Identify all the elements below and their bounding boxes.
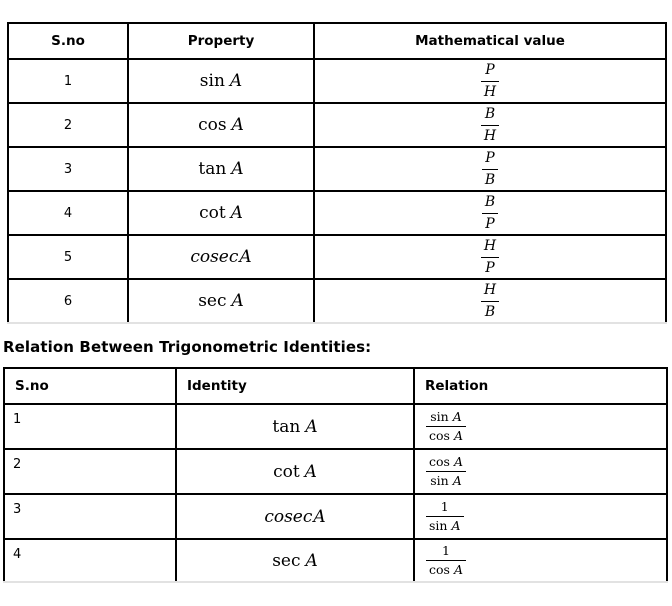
identity-cell xyxy=(176,539,414,582)
fraction-denominator: H xyxy=(483,127,497,144)
trig-function-name: cos xyxy=(429,562,450,577)
trig-function-name: cos xyxy=(429,428,450,443)
trig-function-name: tan xyxy=(272,416,301,437)
fraction xyxy=(426,409,466,445)
angle-variable: A xyxy=(230,203,243,223)
angle-variable: A xyxy=(239,247,252,267)
property-cell xyxy=(128,191,314,235)
sno-cell: 6 xyxy=(8,279,128,323)
fraction xyxy=(481,105,499,144)
properties-table-header-row xyxy=(8,23,666,59)
column-header-sno: S.no xyxy=(4,368,176,404)
sno-cell: 1 xyxy=(8,59,128,103)
fraction xyxy=(426,499,464,535)
sno-cell: 2 xyxy=(8,103,128,147)
sno-cell: 1 xyxy=(4,404,176,449)
table-row xyxy=(8,147,666,191)
angle-variable: A xyxy=(305,550,318,571)
angle-variable: A xyxy=(305,416,318,437)
column-header-sno: S.no xyxy=(8,23,128,59)
fraction-denominator xyxy=(426,561,466,578)
property-cell xyxy=(128,147,314,191)
identities-table-header-row xyxy=(4,368,667,404)
column-header-mathematical-value: Mathematical value xyxy=(314,23,666,59)
angle-variable: A xyxy=(313,506,326,527)
table-row xyxy=(8,191,666,235)
fraction xyxy=(481,237,499,276)
fraction-numerator: P xyxy=(481,61,499,81)
math-value-cell xyxy=(314,103,666,147)
identity-cell xyxy=(176,404,414,449)
identity-cell xyxy=(176,449,414,494)
properties-table xyxy=(7,22,667,324)
numerator-one: 1 xyxy=(442,542,450,558)
math-value-cell xyxy=(314,279,666,323)
angle-variable: A xyxy=(453,453,463,469)
trig-function-name: cot xyxy=(273,461,300,482)
math-value-cell xyxy=(314,235,666,279)
property-cell xyxy=(128,235,314,279)
column-header-relation: Relation xyxy=(414,368,667,404)
math-value-cell xyxy=(314,147,666,191)
fraction-numerator: P xyxy=(482,149,498,169)
property-cell xyxy=(128,279,314,323)
fraction-numerator: H xyxy=(481,237,499,257)
angle-variable: A xyxy=(453,562,463,577)
math-value-cell xyxy=(314,191,666,235)
angle-variable: A xyxy=(304,461,317,482)
property-cell xyxy=(128,103,314,147)
property-cell xyxy=(128,59,314,103)
trig-function-name: sin xyxy=(199,71,225,91)
fraction-numerator: B xyxy=(482,193,498,213)
trig-function-name: cosec xyxy=(190,247,239,267)
sno-cell: 3 xyxy=(4,494,176,539)
angle-variable: A xyxy=(451,518,461,533)
table-row xyxy=(8,235,666,279)
numerator-one: 1 xyxy=(440,498,449,514)
angle-variable: A xyxy=(231,291,244,311)
sno-cell: 4 xyxy=(8,191,128,235)
angle-variable: A xyxy=(231,115,244,135)
fraction-denominator: B xyxy=(484,171,496,188)
fraction-numerator: B xyxy=(481,105,499,125)
fraction-numerator xyxy=(426,543,466,561)
column-header-property: Property xyxy=(128,23,314,59)
fraction-numerator xyxy=(426,454,466,472)
fraction-numerator xyxy=(426,409,466,427)
sno-cell: 4 xyxy=(4,539,176,582)
fraction-denominator: P xyxy=(485,259,495,276)
angle-variable: A xyxy=(229,71,243,91)
angle-variable: A xyxy=(452,473,462,488)
table-row xyxy=(8,103,666,147)
trig-function-name: sec xyxy=(198,291,227,311)
relation-cell xyxy=(414,449,667,494)
fraction xyxy=(426,543,466,579)
fraction-denominator xyxy=(426,517,464,534)
table-row xyxy=(4,539,667,582)
trig-function-name: cos xyxy=(198,115,227,135)
table-row xyxy=(8,59,666,103)
relation-cell xyxy=(414,404,667,449)
angle-variable: A xyxy=(452,408,462,424)
trig-function-name: cosec xyxy=(264,506,313,527)
sno-cell: 5 xyxy=(8,235,128,279)
sno-cell: 2 xyxy=(4,449,176,494)
fraction xyxy=(482,193,498,232)
fraction xyxy=(426,454,466,490)
trig-function-name: tan xyxy=(198,159,227,179)
fraction xyxy=(481,281,499,320)
fraction-numerator: H xyxy=(481,281,499,301)
trig-function-name: sin xyxy=(429,518,448,533)
column-header-identity: Identity xyxy=(176,368,414,404)
fraction-denominator: P xyxy=(485,215,495,232)
trig-function-name: cot xyxy=(199,203,226,223)
fraction-numerator xyxy=(426,499,464,517)
sno-cell: 3 xyxy=(8,147,128,191)
trig-function-name: cos xyxy=(429,453,450,469)
angle-variable: A xyxy=(453,428,463,443)
trig-function-name: sec xyxy=(272,550,301,571)
angle-variable: A xyxy=(231,159,244,179)
fraction-denominator: B xyxy=(484,303,496,320)
trig-function-name: sin xyxy=(430,473,449,488)
trig-function-name: sin xyxy=(430,408,449,424)
table-row xyxy=(4,404,667,449)
table-row xyxy=(8,279,666,323)
fraction-denominator xyxy=(426,427,466,444)
fraction xyxy=(482,149,498,188)
section-heading: Relation Between Trigonometric Identities: xyxy=(3,338,372,356)
math-value-cell xyxy=(314,59,666,103)
relation-cell xyxy=(414,539,667,582)
identities-table xyxy=(3,367,668,583)
fraction-denominator xyxy=(426,472,466,489)
table-row xyxy=(4,449,667,494)
table-row xyxy=(4,494,667,539)
fraction-denominator: H xyxy=(483,83,497,100)
identity-cell xyxy=(176,494,414,539)
fraction xyxy=(481,61,499,100)
relation-cell xyxy=(414,494,667,539)
